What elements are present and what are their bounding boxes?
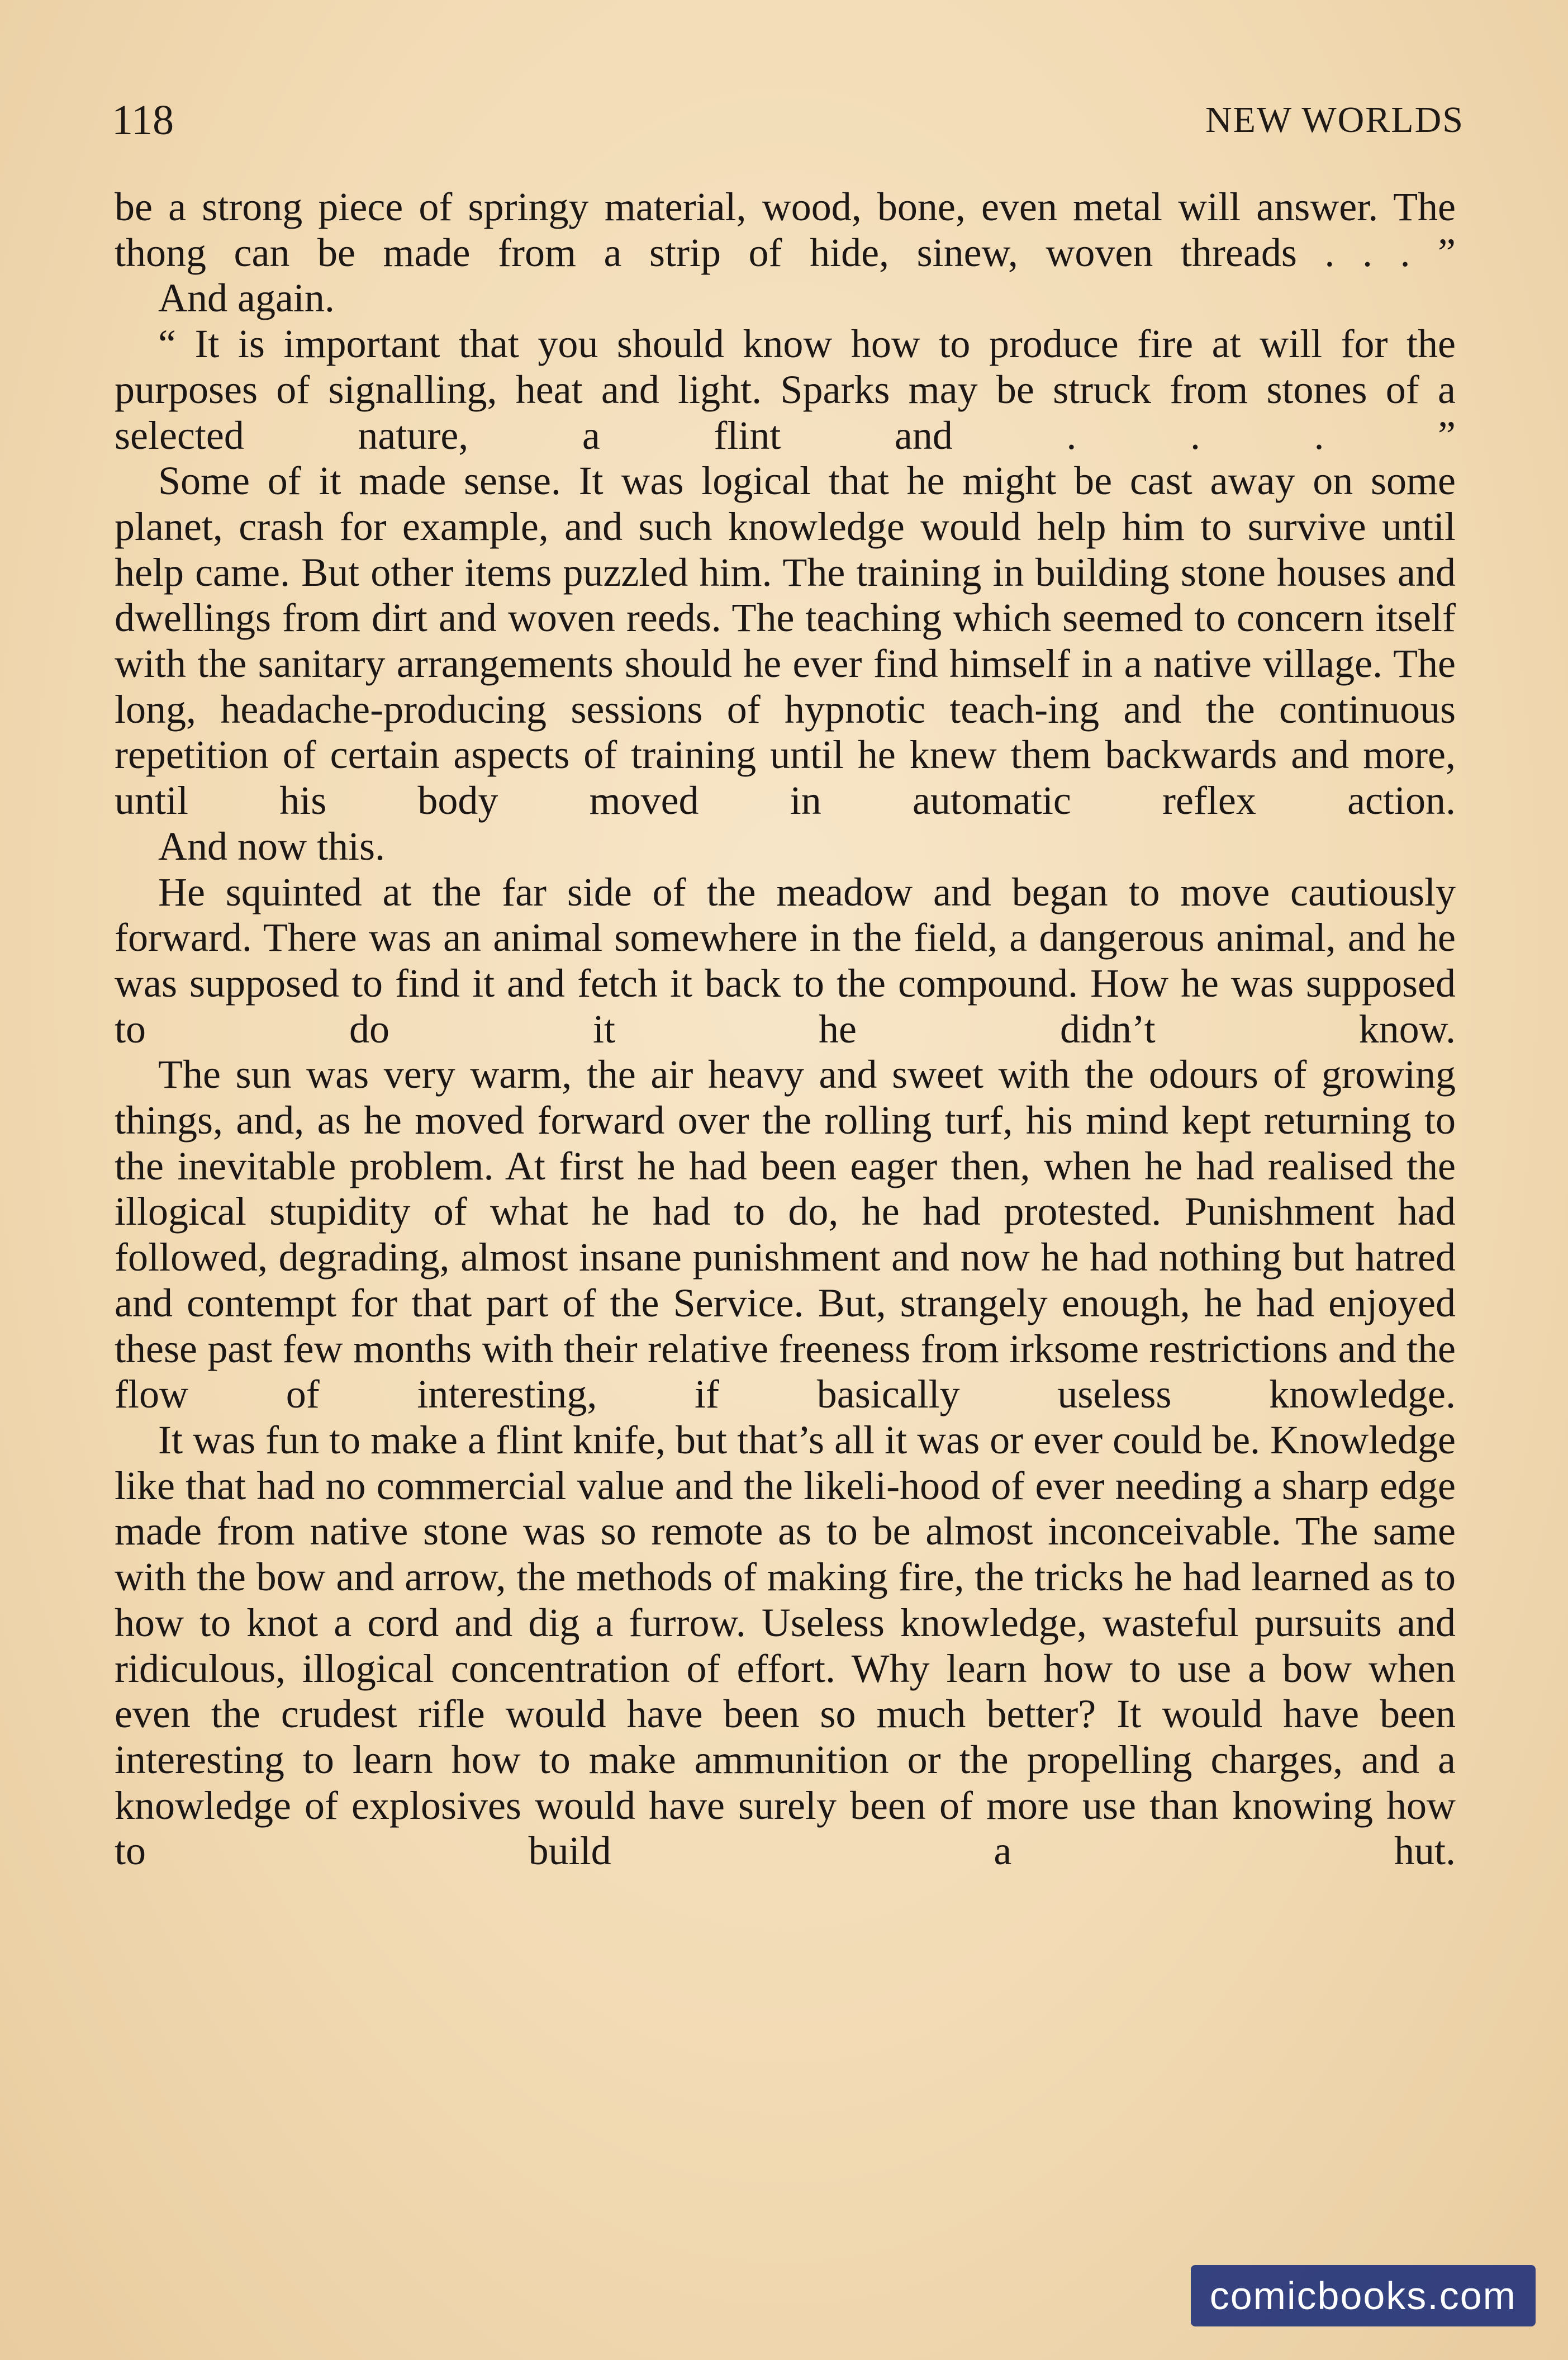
paragraph: Some of it made sense. It was logical that he might be cast away on some planet, crash for example, and such knowledge would help him to survive until help came. But other items puzzled him. The training in building stone houses and dwellings from dirt and woven reeds. The teaching which seemed to concern itself with the sanitary arrangements should he ever find himself in a native village. The long, headache-producing sessions of hypnotic teach-ing and the continuous repetition of certain aspects of training until he knew them backwards and more, until his body moved in automatic reflex action.	[115, 458, 1456, 823]
paragraph: And again.	[158, 276, 335, 321]
paragraph: be a strong piece of springy material, wood, bone, even metal will answer. The thong can be made from a strip of hide, sinew, woven threads . . . ”	[115, 184, 1456, 275]
watermark-logo: comicbooks.com	[1191, 2265, 1536, 2326]
paragraph: The sun was very warm, the air heavy and sweet with the odours of growing things, and, as he moved forward over the rolling turf, his mind kept returning to the inevitable problem. At first he had been eager then, when he had realised the illogical stupidity of what he had to do, he had protested. Punishment had followed, degrading, almost insane punishment and now he had nothing but hatred and contempt for that part of the Service. But, strangely enough, he had enjoyed these past few months with their relative freeness from irksome restrictions and the flow of interesting, if basically useless knowledge.	[115, 1052, 1456, 1417]
paragraph: It was fun to make a flint knife, but that’s all it was or ever could be. Knowledge like that had no commercial value and the likeli-hood of ever needing a sharp edge made from native stone was so remote as to be almost inconceivable. The same with the bow and arrow, the methods of making fire, the tricks he had learned as to how to knot a cord and dig a furrow. Useless knowledge, wasteful pursuits and ridiculous, illogical concentration of effort. Why learn how to use a bow when even the crudest rifle would have been so much better? It would have been interesting to learn how to make ammunition or the propelling charges, and a knowledge of explosives would have surely been of more use than knowing how to build a hut.	[115, 1417, 1456, 1874]
paragraph: And now this.	[158, 823, 386, 869]
paragraph: He squinted at the far side of the meadow and began to move cautiously forward. There was an animal somewhere in the field, a dangerous animal, and he was supposed to find it and fetch it back to the compound. How he was supposed to do it he didn’t know.	[115, 869, 1456, 1051]
page-header	[112, 89, 1464, 151]
running-head: NEW WORLDS	[1205, 99, 1464, 140]
body-text	[115, 184, 1456, 1874]
paragraph: “ It is important that you should know how to produce fire at will for the purposes of signalling, heat and light. Sparks may be struck from stones of a selected nature, a flint and . . . ”	[115, 321, 1456, 458]
page-number: 118	[112, 97, 174, 144]
